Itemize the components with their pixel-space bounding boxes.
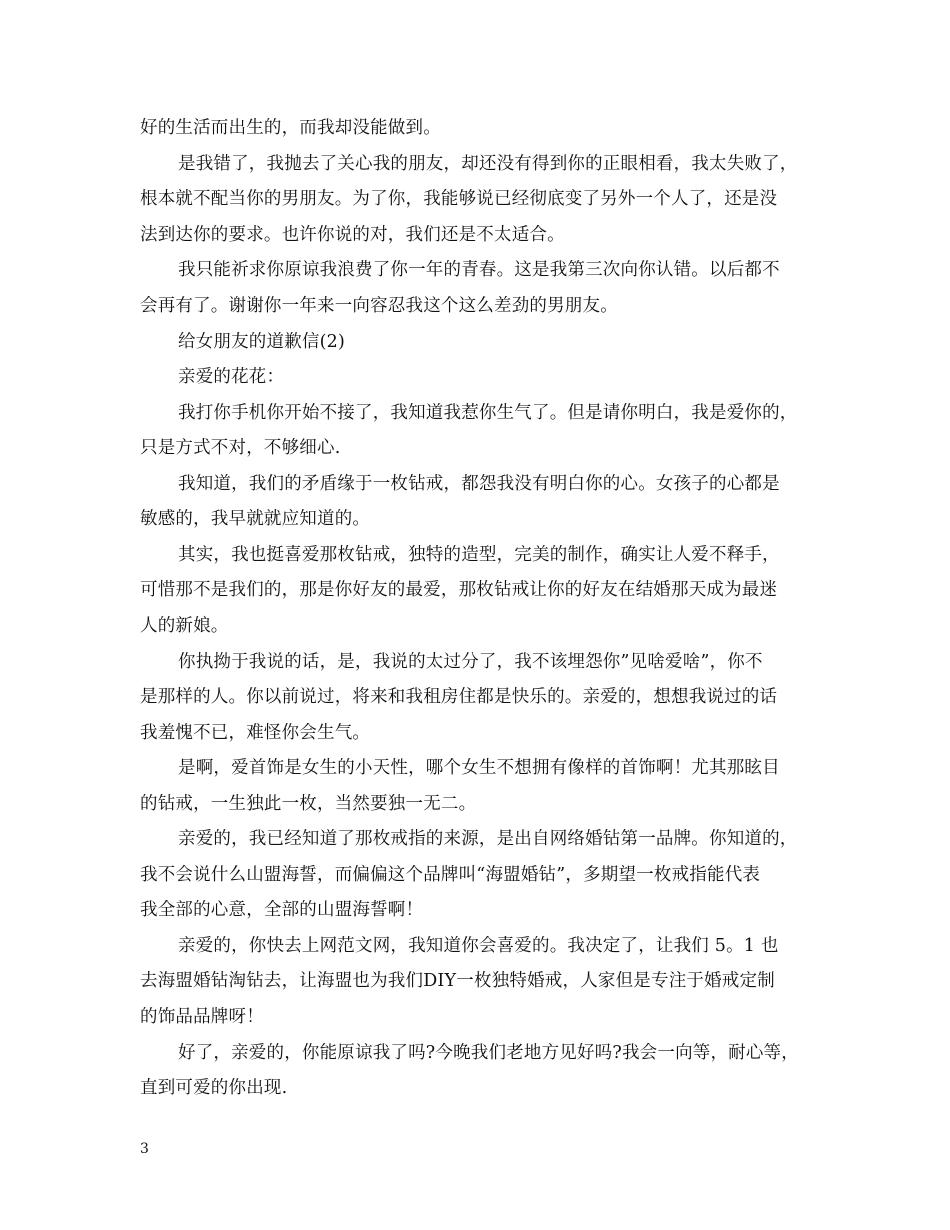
text-line: 亲爱的，你快去上网范文网，我知道你会喜爱的。我决定了，让我们 5。1 也 bbox=[178, 936, 779, 956]
text-line: 亲爱的，我已经知道了那枚戒指的来源，是出自网络婚钻第一品牌。你知道的， bbox=[178, 829, 798, 849]
text-line: 去海盟婚钻淘钻去，让海盟也为我们DIY一枚独特婚戒，人家但是专注于婚戒定制 bbox=[140, 971, 775, 991]
text-line: 是啊，爱首饰是女生的小天性，哪个女生不想拥有像样的首饰啊！尤其那眩目 bbox=[178, 758, 780, 778]
text-line: 会再有了。谢谢你一年来一向容忍我这个这么差劲的男朋友。 bbox=[140, 296, 618, 316]
text-line: 我知道，我们的矛盾缘于一枚钻戒，都怨我没有明白你的心。女孩子的心都是 bbox=[178, 474, 780, 494]
text-line: 是那样的人。你以前说过，将来和我租房住都是快乐的。亲爱的，想想我说过的话 bbox=[140, 687, 778, 707]
text-line: 我只能祈求你原谅我浪费了你一年的青春。这是我第三次向你认错。以后都不 bbox=[178, 260, 780, 280]
text-line: 我不会说什么山盟海誓，而偏偏这个品牌叫“海盟婚钻”，多期望一枚戒指能代表 bbox=[140, 865, 761, 885]
text-line: 只是方式不对，不够细心. bbox=[140, 438, 341, 458]
text-line: 人的新娘。 bbox=[140, 616, 229, 636]
text-line: 敏感的，我早就就应知道的。 bbox=[140, 509, 371, 529]
page-number: 3 bbox=[140, 1141, 149, 1157]
salutation: 亲爱的花花： bbox=[178, 367, 285, 387]
text-line: 我羞愧不已，难怪你会生气。 bbox=[140, 723, 371, 743]
text-line: 的钻戒，一生独此一枚，当然要独一无二。 bbox=[140, 794, 477, 814]
text-line: 好的生活而出生的，而我却没能做到。 bbox=[140, 118, 441, 138]
text-line: 我打你手机你开始不接了，我知道我惹你生气了。但是请你明白，我是爱你的， bbox=[178, 403, 798, 423]
text-line: 我全部的心意，全部的山盟海誓啊！ bbox=[140, 900, 424, 920]
text-line: 法到达你的要求。也许你说的对，我们还是不太适合。 bbox=[140, 225, 565, 245]
text-line: 根本就不配当你的男朋友。为了你，我能够说已经彻底变了另外一个人了，还是没 bbox=[140, 189, 778, 209]
text-line: 是我错了，我抛去了关心我的朋友，却还没有得到你的正眼相看，我太失败了， bbox=[178, 154, 798, 174]
section-heading: 给女朋友的道歉信(2) bbox=[178, 332, 345, 352]
text-line: 其实，我也挺喜爱那枚钻戒，独特的造型，完美的制作，确实让人爱不释手， bbox=[178, 545, 780, 565]
text-line: 直到可爱的你出现. bbox=[140, 1078, 288, 1098]
text-line: 的饰品品牌呀！ bbox=[140, 1007, 264, 1027]
text-line: 可惜那不是我们的，那是你好友的最爱，那枚钻戒让你的好友在结婚那天成为最迷 bbox=[140, 580, 778, 600]
text-line: 你执拗于我说的话，是，我说的太过分了，我不该埋怨你”见啥爱啥”，你不 bbox=[178, 652, 763, 672]
text-line: 好了，亲爱的，你能原谅我了吗?今晚我们老地方见好吗?我会一向等，耐心等， bbox=[178, 1043, 799, 1063]
